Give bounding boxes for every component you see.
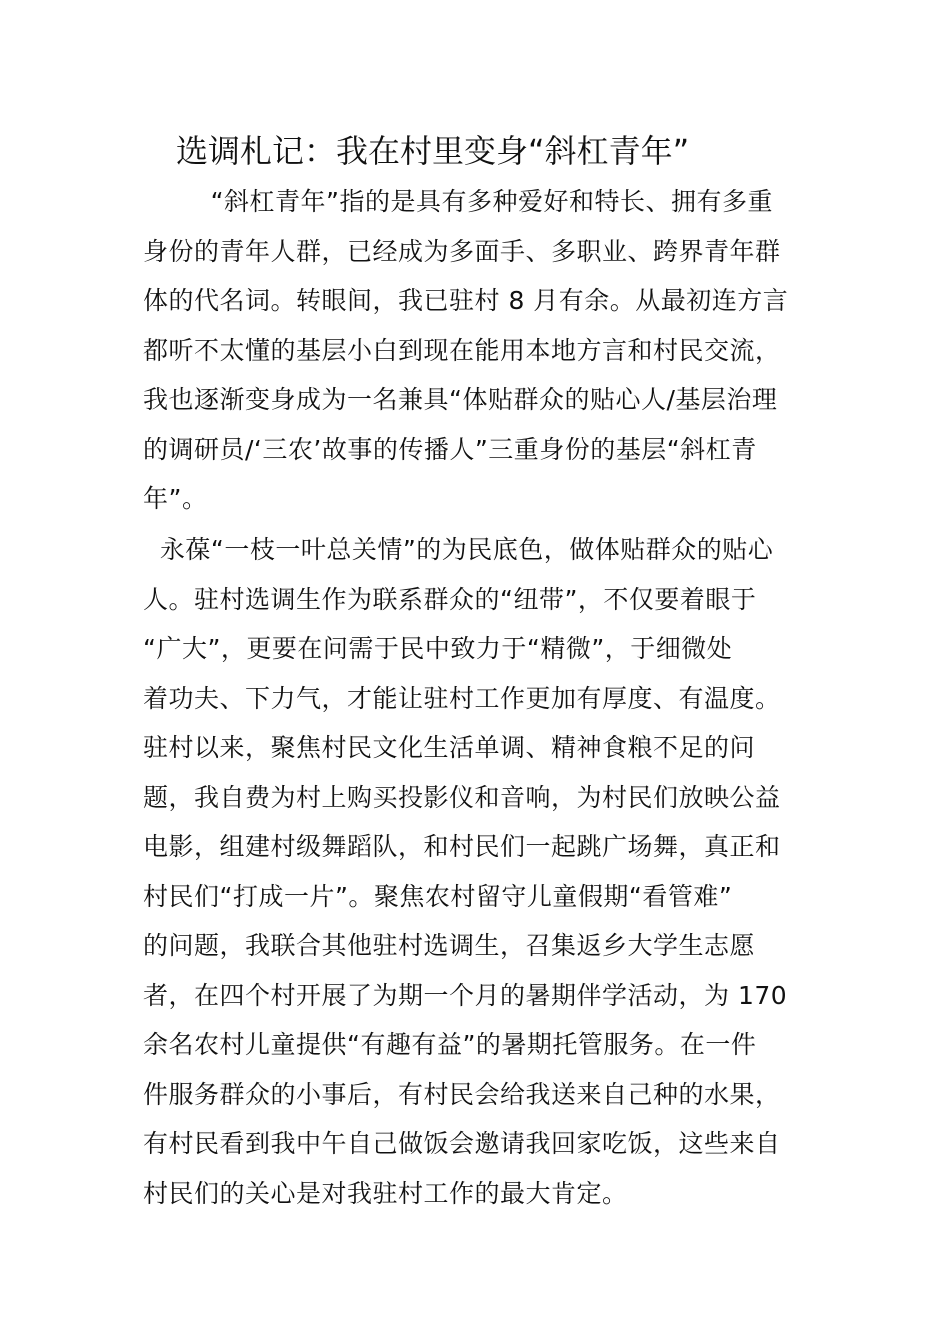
text-line: 年”。 [143, 484, 208, 513]
text-line: 的调研员/‘三农’故事的传播人”三重身份的基层“斜杠青 [143, 434, 757, 464]
text-line: 驻村以来，聚焦村民文化生活单调、精神食粮不足的问 [143, 733, 756, 762]
paragraph-2 [143, 525, 813, 1218]
text-line: 村民们“打成一片”。聚焦农村留守儿童假期“看管难” [143, 881, 733, 911]
text-line: 题，我自费为村上购买投影仪和音响，为村民们放映公益 [143, 782, 781, 812]
text-line: 有村民看到我中午自己做饭会邀请我回家吃饭，这些来自 [143, 1129, 781, 1158]
text-line: 的问题，我联合其他驻村选调生，召集返乡大学生志愿 [143, 931, 756, 960]
text-line: 都听不太懂的基层小白到现在能用本地方言和村民交流， [143, 335, 781, 365]
text-line: “广大”，更要在问需于民中致力于“精微”，于细微处 [143, 634, 733, 663]
text-line: “斜杠青年”指的是具有多种爱好和特长、拥有多重 [143, 187, 773, 216]
document-title: 选调札记：我在村里变身“斜杠青年” [176, 132, 690, 170]
text-line: 人。驻村选调生作为联系群众的“纽带”，不仅要着眼于 [143, 584, 757, 614]
text-line: 村民们的关心是对我驻村工作的最大肯定。 [143, 1178, 628, 1208]
paragraph-1 [143, 177, 813, 524]
text-line: 电影，组建村级舞蹈队，和村民们一起跳广场舞，真正和 [143, 832, 781, 861]
text-line: 件服务群众的小事后，有村民会给我送来自己种的水果， [143, 1079, 781, 1109]
text-line: 体的代名词。转眼间，我已驻村 8 月有余。从最初连方言 [143, 286, 789, 315]
text-line: 余名农村儿童提供“有趣有益”的暑期托管服务。在一件 [143, 1030, 757, 1059]
text-line: 着功夫、下力气，才能让驻村工作更加有厚度、有温度。 [143, 683, 781, 713]
text-line: 身份的青年人群，已经成为多面手、多职业、跨界青年群 [143, 236, 781, 266]
text-line: 者，在四个村开展了为期一个月的暑期伴学活动，为 170 [143, 980, 788, 1010]
text-line: 永葆“一枝一叶总关情”的为民底色，做体贴群众的贴心 [143, 535, 774, 564]
text-line: 我也逐渐变身成为一名兼具“体贴群众的贴心人/基层治理 [143, 385, 778, 414]
